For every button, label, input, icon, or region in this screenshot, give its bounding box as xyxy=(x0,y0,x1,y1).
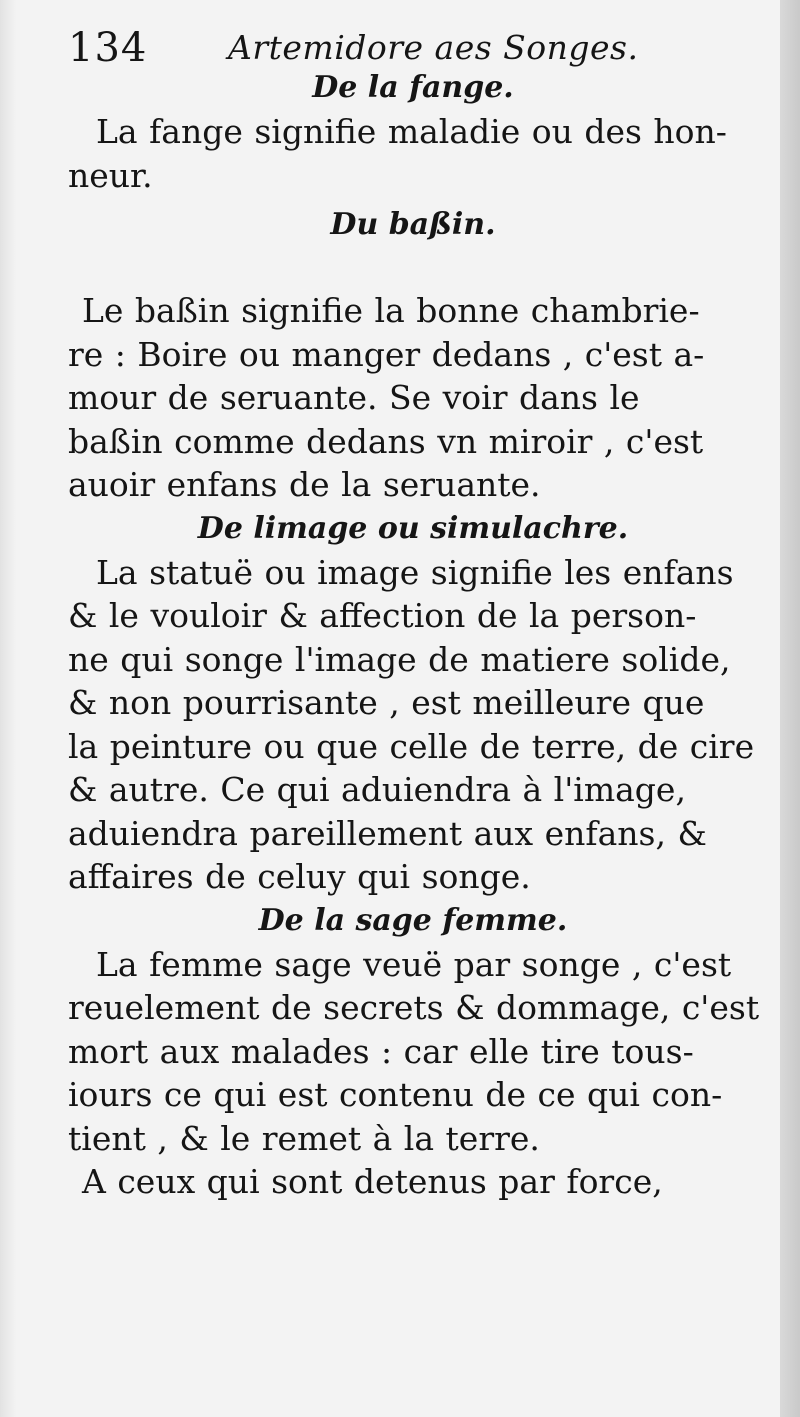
section-paragraph xyxy=(68,943,758,1204)
text-line: mort aux malades : car elle tire tous- xyxy=(68,1031,694,1071)
section-heading: De la fange. xyxy=(312,70,514,105)
section-paragraph xyxy=(68,289,758,507)
section-heading: De limage ou simulachre. xyxy=(197,510,629,546)
section-paragraph xyxy=(68,110,758,197)
text-line: Le baßin signifie la bonne chambrie- xyxy=(82,291,700,330)
text-line: La femme sage veuë par songe , c'est xyxy=(96,944,732,984)
text-line: La statuë ou image signifie les enfans xyxy=(96,552,734,592)
text-line: & le vouloir & affection de la person- xyxy=(68,596,697,635)
page-edge xyxy=(780,0,800,1417)
page-header xyxy=(68,20,758,76)
text-line: affaires de celuy qui songe. xyxy=(68,857,531,896)
text-block xyxy=(68,20,758,1204)
text-line: La fange signifie maladie ou des hon- xyxy=(96,112,727,151)
section-heading: De la sage femme. xyxy=(258,902,568,938)
section-heading: Du baßin. xyxy=(330,207,496,242)
text-line: neur. xyxy=(68,155,153,195)
section-paragraph xyxy=(68,551,758,899)
text-line: reuelement de secrets & dommage, c'est xyxy=(68,988,760,1027)
text-line: la peinture ou que celle de terre, de cire xyxy=(68,726,755,766)
text-line: ne qui songe l'image de matiere solide, xyxy=(68,639,731,679)
section-fange xyxy=(68,66,758,197)
text-line: mour de seruante. Se voir dans le xyxy=(68,378,640,417)
page-number: 134 xyxy=(68,25,148,71)
blank-space xyxy=(68,247,758,289)
text-line: baßin comme dedans vn miroir , c'est xyxy=(68,421,704,461)
section-sage-femme xyxy=(68,899,758,1204)
page-gutter-shadow xyxy=(0,0,16,1417)
text-line: A ceux qui sont detenus par force, xyxy=(82,1162,663,1201)
text-line: & autre. Ce qui aduiendra à l'image, xyxy=(68,770,686,809)
text-line: re : Boire ou manger dedans , c'est a- xyxy=(68,334,705,374)
text-line: iours ce qui est contenu de ce qui con- xyxy=(68,1075,723,1114)
text-line: auoir enfans de la seruante. xyxy=(68,465,541,504)
text-line: tient , & le remet à la terre. xyxy=(68,1118,540,1158)
text-line: aduiendra pareillement aux enfans, & xyxy=(68,813,707,853)
section-bassin xyxy=(68,203,758,507)
text-line: & non pourrisante , est meilleure que xyxy=(68,683,705,722)
section-image xyxy=(68,507,758,899)
running-title: Artemidore aes Songes. xyxy=(228,28,639,67)
